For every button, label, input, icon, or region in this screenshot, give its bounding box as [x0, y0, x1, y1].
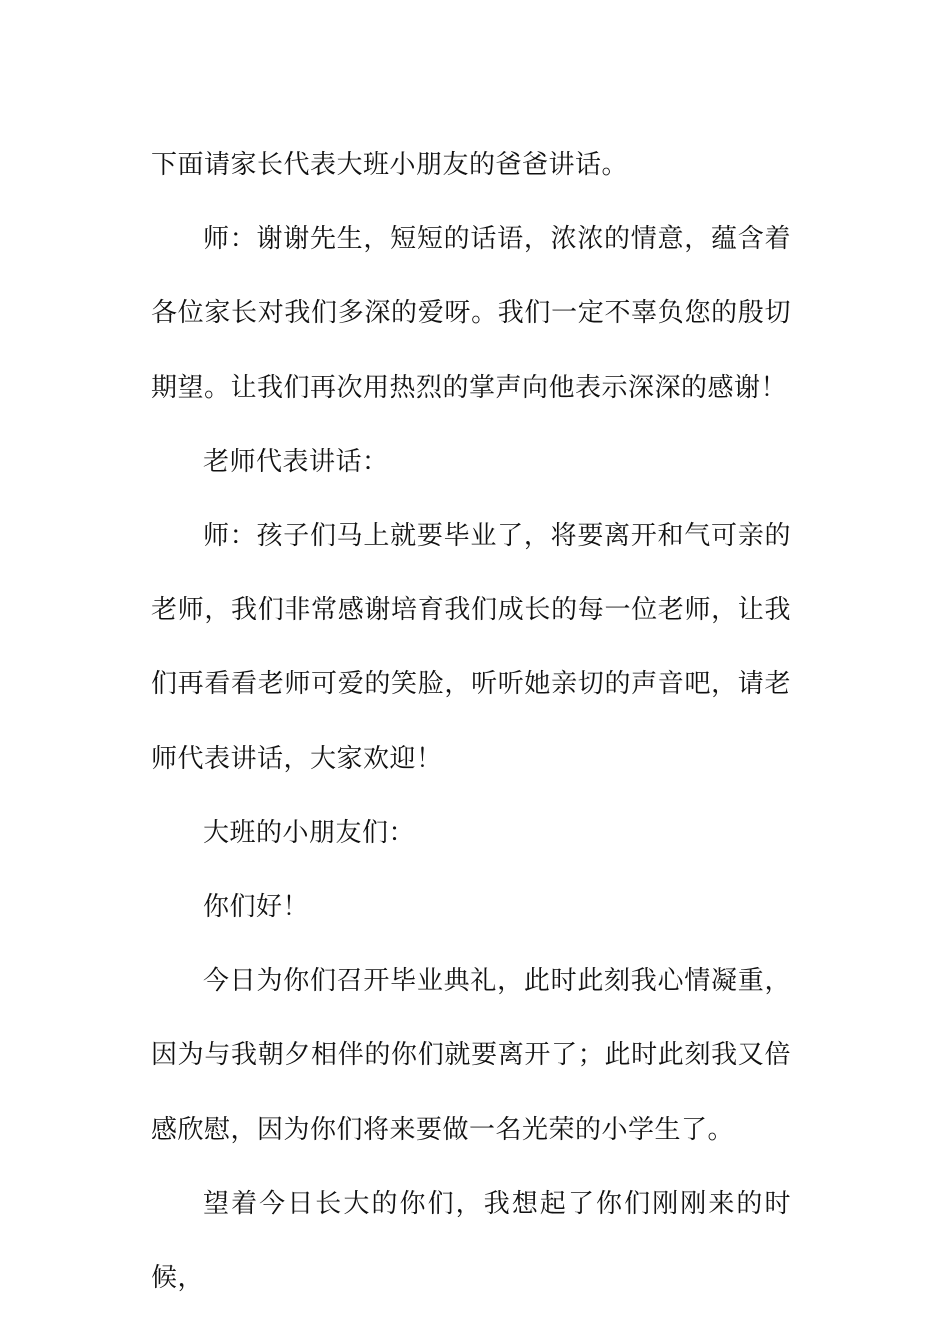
paragraph-greeting: 你们好！ [203, 892, 310, 923]
paragraph-salutation: 大班的小朋友们： [203, 817, 416, 848]
paragraph-memories: 望着今日长大的你们，我想起了你们刚刚来的时候， [151, 1188, 791, 1294]
paragraph-teacher-thanks: 师：谢谢先生，短短的话语，浓浓的情意，蕴含着各位家长对我们多深的爱呀。我们一定不辜负您的殷切期望。让我们再次用热烈的掌声向他表示深深的感谢！ [151, 224, 791, 403]
paragraph-teacher-rep-heading: 老师代表讲话： [203, 446, 389, 477]
paragraph-parent-speech-intro: 下面请家长代表大班小朋友的爸爸讲话。 [151, 150, 629, 180]
paragraph-graduation-feelings: 今日为你们召开毕业典礼，此时此刻我心情凝重，因为与我朝夕相伴的你们就要离开了；此时此刻我又倍感欣慰，因为你们将来要做一名光荣的小学生了。 [151, 966, 791, 1145]
document-body [151, 128, 791, 1315]
paragraph-teacher-rep-intro: 师：孩子们马上就要毕业了，将要离开和气可亲的老师，我们非常感谢培育我们成长的每一位老师，让我们再看看老师可爱的笑脸，听听她亲切的声音吧，请老师代表讲话，大家欢迎！ [151, 521, 791, 774]
